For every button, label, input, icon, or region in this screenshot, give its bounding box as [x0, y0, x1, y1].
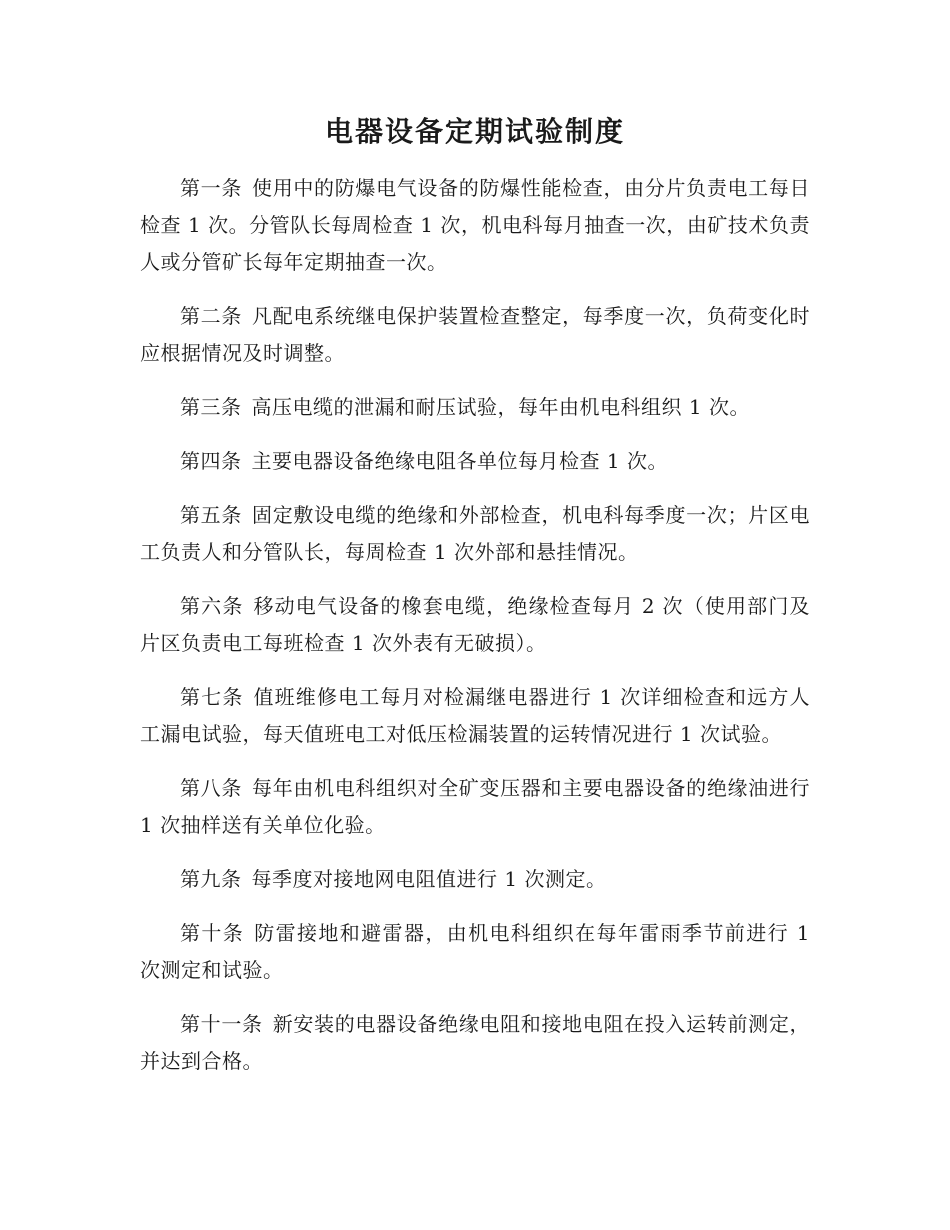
article-text: 每季度对接地网电阻值进行 1 次测定。 — [251, 867, 607, 891]
article-text: 固定敷设电缆的绝缘和外部检查，机电科每季度一次；片区电工负责人和分管队长，每周检查 1 次外部和悬挂情况。 — [140, 503, 811, 564]
article-text: 每年由机电科组织对全矿变压器和主要电器设备的绝缘油进行 1 次抽样送有关单位化验。 — [140, 776, 811, 837]
article-4 — [140, 443, 810, 480]
article-label: 第七条 — [180, 685, 244, 709]
article-label: 第五条 — [180, 503, 243, 527]
document-title: 电器设备定期试验制度 — [324, 115, 625, 148]
article-label: 第三条 — [180, 395, 242, 419]
article-text: 防雷接地和避雷器，由机电科组织在每年雷雨季节前进行 1 次测定和试验。 — [140, 921, 810, 982]
article-text: 高压电缆的泄漏和耐压试验，每年由机电科组织 1 次。 — [251, 395, 750, 419]
article-label: 第八条 — [180, 776, 243, 800]
article-5 — [140, 497, 810, 571]
article-label: 第六条 — [180, 594, 244, 618]
article-label: 第四条 — [180, 449, 242, 473]
article-label: 第十条 — [180, 921, 245, 945]
article-text: 主要电器设备绝缘电阻各单位每月检查 1 次。 — [251, 449, 668, 473]
article-text: 新安装的电器设备绝缘电阻和接地电阻在投入运转前测定，并达到合格。 — [140, 1012, 811, 1073]
article-8 — [140, 770, 810, 844]
article-label: 第一条 — [180, 176, 243, 200]
article-label: 第十一条 — [180, 1012, 263, 1036]
article-label: 第九条 — [180, 867, 242, 891]
article-1 — [140, 170, 810, 281]
article-text: 移动电气设备的橡套电缆，绝缘检查每月 2 次（使用部门及片区负责电工每班检查 1 次外表有无破损）。 — [140, 594, 810, 655]
article-text: 值班维修电工每月对检漏继电器进行 1 次详细检查和远方人工漏电试验，每天值班电工对低压检漏装置的运转情况进行 1 次试验。 — [140, 685, 810, 746]
article-9 — [140, 861, 810, 898]
article-2 — [140, 298, 810, 372]
article-6 — [140, 588, 810, 662]
article-10 — [140, 915, 810, 989]
article-3 — [140, 389, 810, 426]
article-7 — [140, 679, 810, 753]
article-text: 凡配电系统继电保护装置检查整定，每季度一次，负荷变化时应根据情况及时调整。 — [140, 304, 811, 365]
article-11 — [140, 1006, 810, 1080]
article-text: 使用中的防爆电气设备的防爆性能检查，由分片负责电工每日检查 1 次。分管队长每周检查 1 次，机电科每月抽查一次，由矿技术负责人或分管矿长每年定期抽查一次。 — [140, 176, 811, 274]
article-label: 第二条 — [180, 304, 243, 328]
